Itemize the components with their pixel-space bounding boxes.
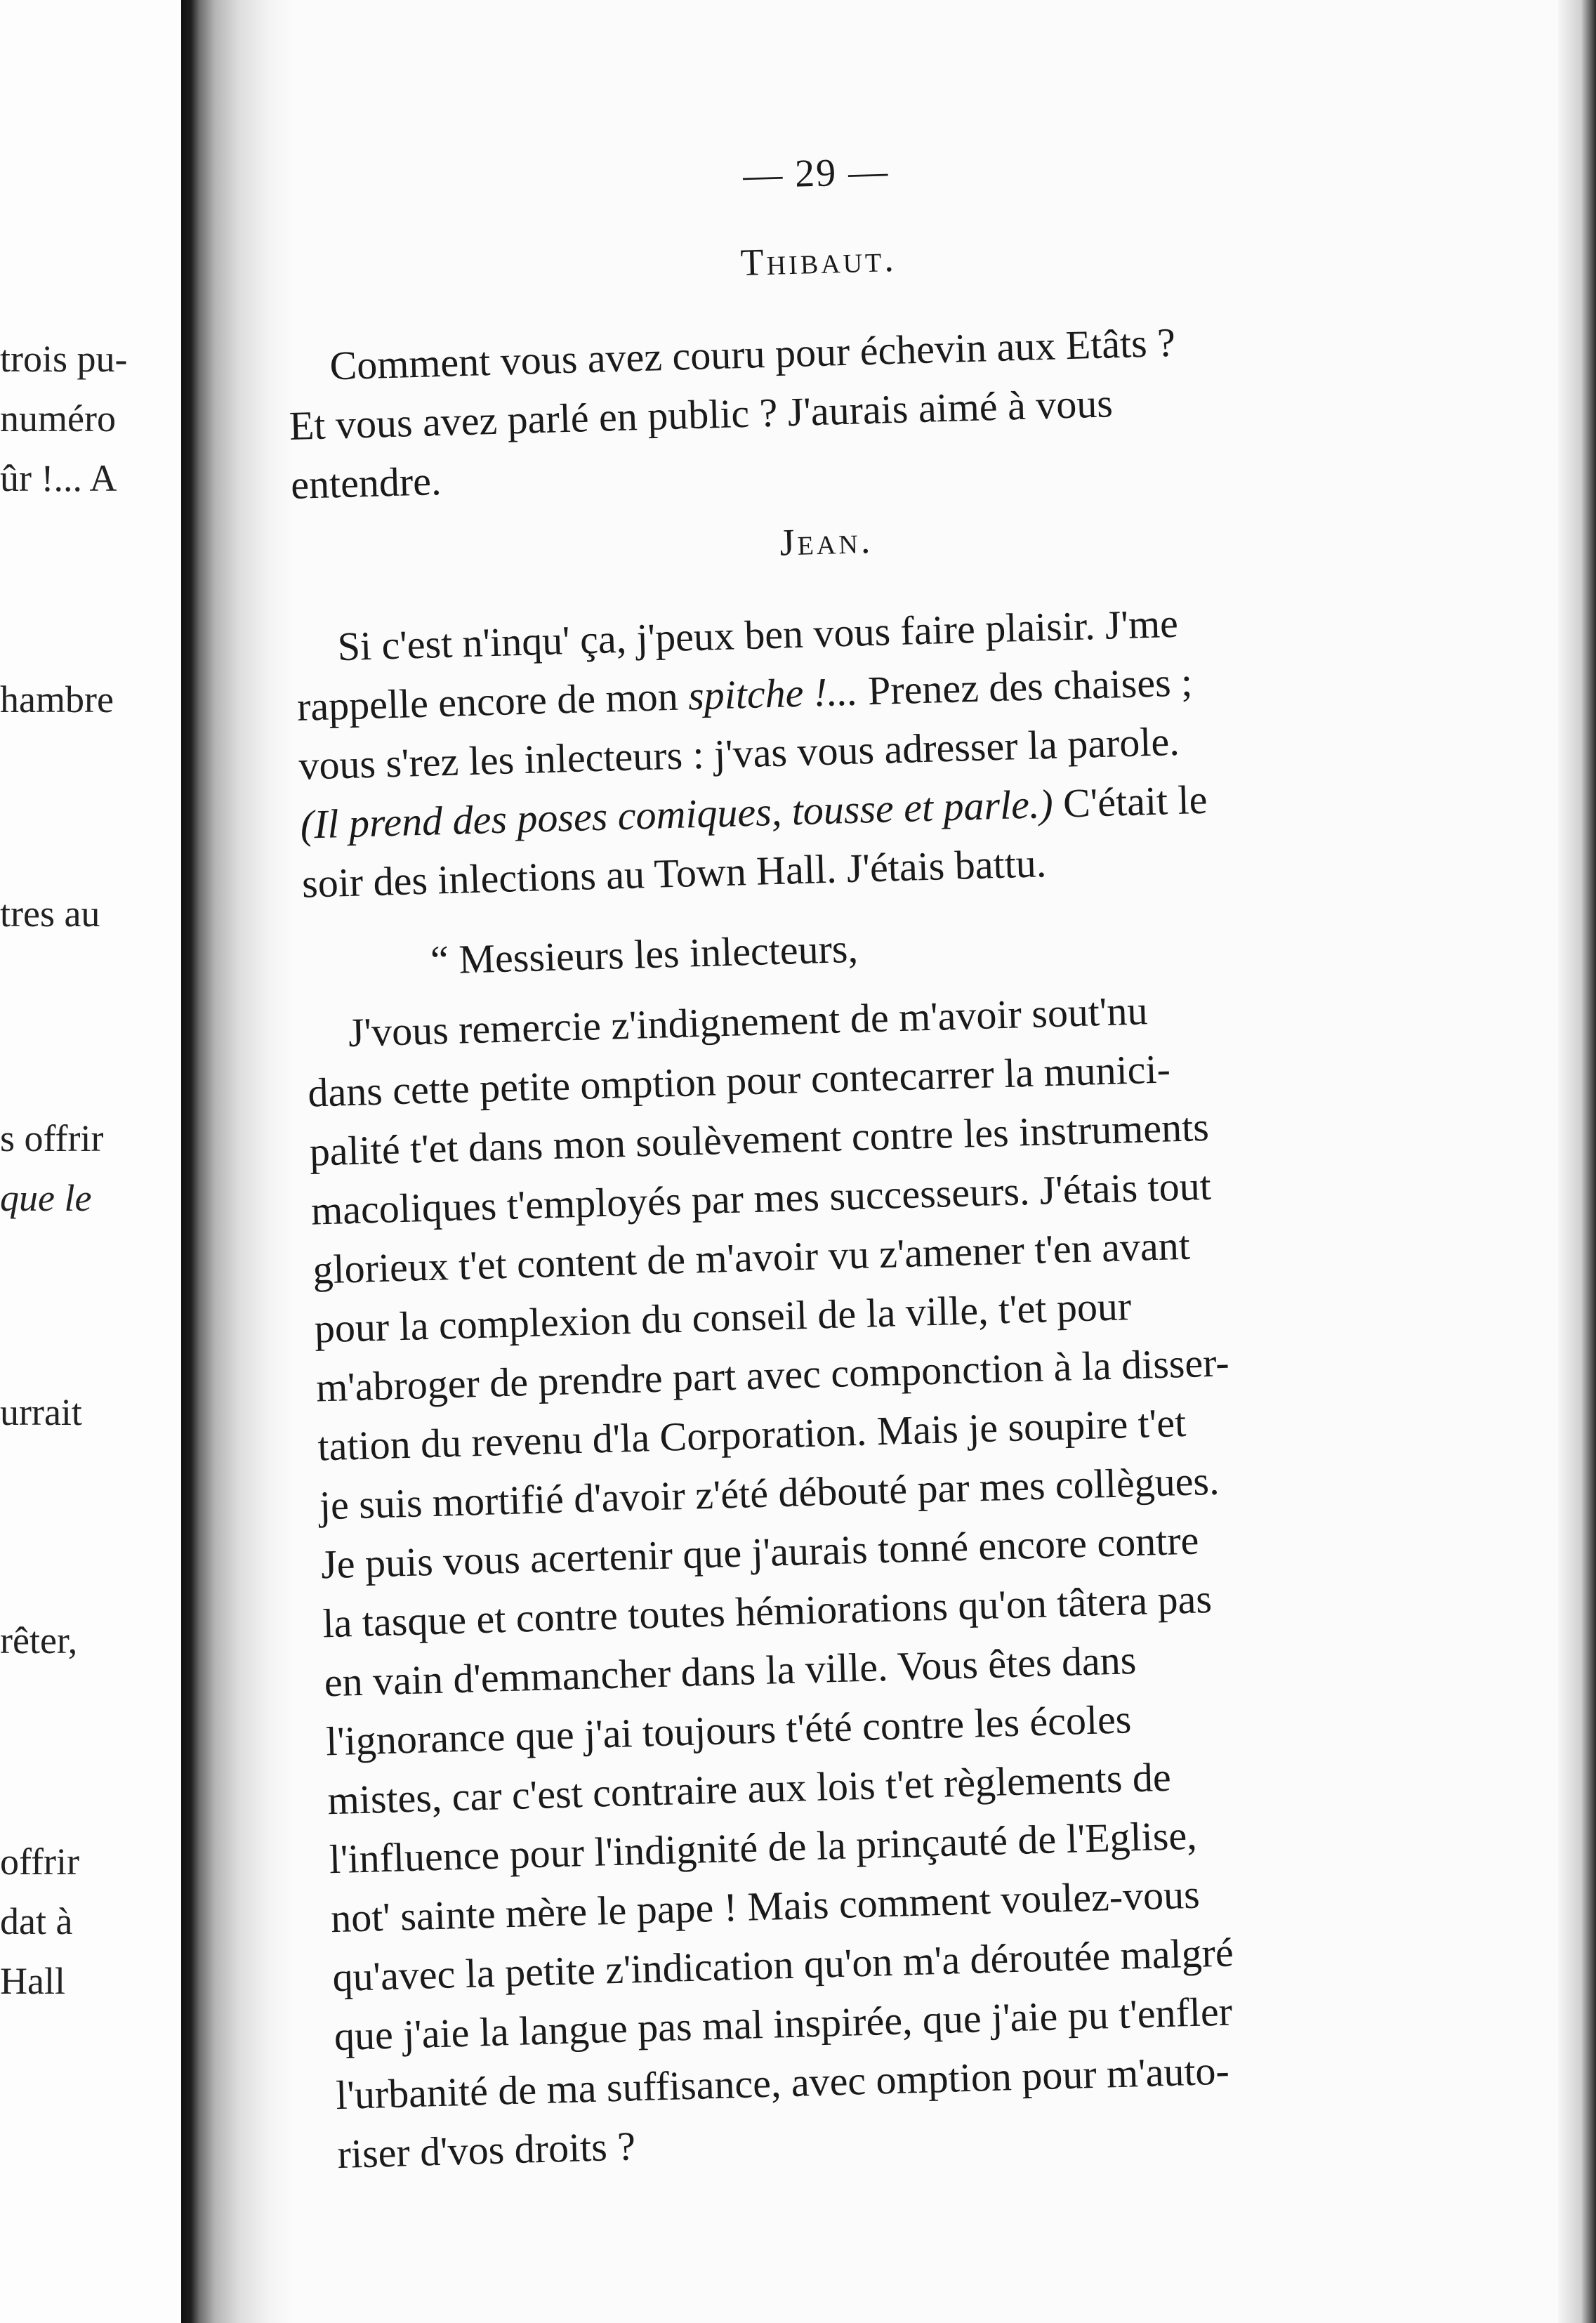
text-line: entendre.: [290, 458, 442, 508]
text-line: palité t'et dans mon soulèvement contre les instruments: [308, 1103, 1210, 1175]
text-line: que j'aie la langue pas mal inspirée, que j'aie pu t'enfler: [334, 1988, 1233, 2060]
text-line: la tasque et contre toutes hémiorations qu'on tâtera pas: [322, 1576, 1213, 1647]
left-page-fragment: s offrir: [0, 1117, 104, 1159]
text-line: pour la complexion du conseil de la ville, t'et pour: [313, 1283, 1132, 1352]
right-page: [239, 103, 1449, 2242]
text-line: “ Messieurs les inlecteurs,: [430, 925, 859, 983]
left-page-fragment: urrait: [0, 1391, 82, 1433]
text-line: Je puis vous acertenir que j'aurais tonné encore contre: [320, 1517, 1200, 1588]
text-line: macoliques t'employés par mes successeurs. J'étais tout: [310, 1162, 1212, 1234]
text-line: l'urbanité de ma suffisance, avec omption pour m'auto-: [335, 2047, 1230, 2119]
speaker-heading-thibaut: Thibaut.: [739, 237, 897, 284]
left-page-fragment: dat à: [0, 1900, 73, 1942]
left-page-fragment: que le: [0, 1177, 92, 1219]
italic-word: spitche !...: [687, 668, 859, 719]
speech-body: [305, 973, 1468, 2184]
text-line: l'ignorance que j'ai toujours t'été contre les écoles: [325, 1696, 1133, 1765]
text-line: m'abroger de prendre part avec componction à la disser-: [315, 1339, 1230, 1411]
stage-direction: (Il prend des poses comiques, tousse et parle.): [299, 780, 1054, 848]
text-line: Si c'est n'inqu' ça, j'peux ben vous faire plaisir. J'me: [336, 600, 1179, 670]
text-run: rappelle encore de mon: [296, 673, 689, 730]
left-page-fragment: rêter,: [0, 1619, 78, 1661]
left-page-fragment: hambre: [0, 678, 114, 720]
text-line: vous s'rez les inlecteurs : j'vas vous adresser la parole.: [298, 718, 1180, 789]
text-line: soir des inlections au Town Hall. J'étais battu.: [301, 840, 1048, 907]
page-edge-shadow: [1558, 0, 1596, 2323]
text-line: J'vous remercie z'indignement de m'avoir sout'nu: [348, 987, 1149, 1056]
text-line: riser d'vos droits ?: [336, 2123, 636, 2178]
left-page-fragment: offrir: [0, 1841, 79, 1883]
left-page-fragment: trois pu-: [0, 338, 128, 380]
speaker-heading-jean: Jean.: [779, 518, 873, 564]
text-line: Et vous avez parlé en public ? J'aurais aimé à vous: [288, 380, 1114, 449]
left-page-margin: [0, 0, 181, 2323]
text-line: glorieux t'et content de m'avoir vu z'amener t'en avant: [312, 1222, 1191, 1293]
text-line: mistes, car c'est contraire aux lois t'et règlements de: [327, 1753, 1172, 1824]
page-number: — 29 —: [742, 150, 890, 197]
left-page-fragment: Hall: [0, 1960, 65, 2002]
text-line: Comment vous avez couru pour échevin aux Etâts ?: [329, 319, 1176, 389]
text-line: l'influence pour l'indignité de la prinçauté de l'Eglise,: [329, 1812, 1198, 1883]
text-run: C'était le: [1052, 776, 1208, 827]
left-page-fragment: ûr !... A: [0, 457, 117, 499]
text-run: Prenez des chaises ;: [857, 659, 1193, 714]
text-line: tation du revenu d'la Corporation. Mais je soupire t'et: [317, 1399, 1187, 1470]
text-line: dans cette petite omption pour contecarrer la munici-: [307, 1046, 1171, 1116]
text-line: en vain d'emmancher dans la ville. Vous êtes dans: [323, 1637, 1137, 1706]
text-line: not' sainte mère le pape ! Mais comment voulez-vous: [330, 1871, 1201, 1942]
left-page-fragment: numéro: [0, 397, 116, 440]
jean-speech: [295, 587, 1433, 914]
thibaut-speech: [286, 306, 1421, 515]
text-line: qu'avec la petite z'indication qu'on m'a déroutée malgré: [331, 1929, 1234, 2001]
left-page-fragment: tres au: [0, 893, 100, 935]
text-line: je suis mortifié d'avoir z'été débouté par mes collègues.: [318, 1457, 1220, 1529]
